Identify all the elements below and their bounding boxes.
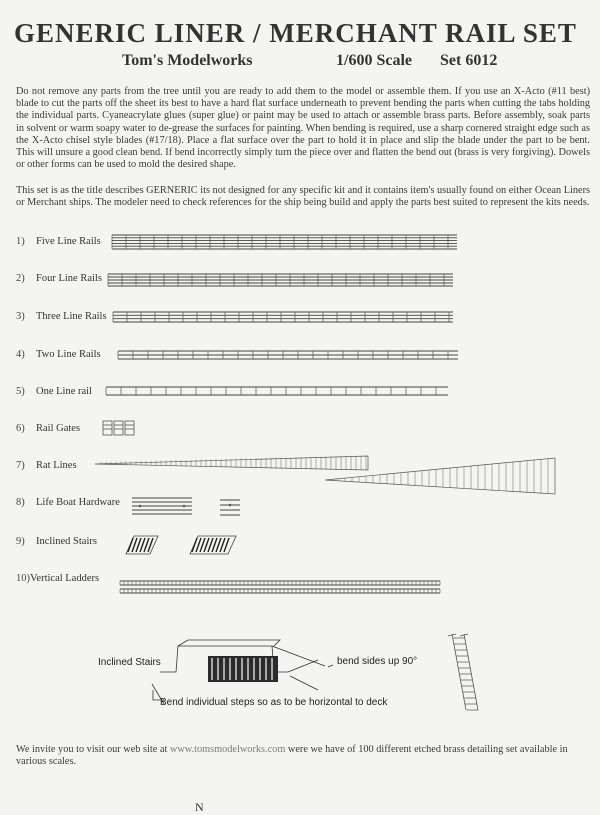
- company-name: Tom's Modelworks: [122, 52, 253, 69]
- item-number: 10): [16, 573, 30, 584]
- item-label-rat-lines: Rat Lines: [36, 460, 77, 471]
- one-line-rail-part: [106, 386, 448, 396]
- item-label-life-boat-hardware: Life Boat Hardware: [36, 497, 120, 508]
- item-number: 1): [16, 236, 25, 247]
- two-line-rails-part: [118, 350, 458, 360]
- diagram-inclined-stairs-label: Inclined Stairs: [98, 657, 161, 668]
- description-paragraph: This set is as the title describes GERNERIC its not designed for any specific kit and it contains item's usually found on either Ocean Liners or Merchant ships. The modeler need to check references for the ship being build and apply the parts best suited to represent the kits needs.: [16, 185, 590, 209]
- stairs-bend-arrow: [150, 690, 170, 704]
- item-number: 6): [16, 423, 25, 434]
- item-label-inclined-stairs: Inclined Stairs: [36, 536, 97, 547]
- scale-label: 1/600 Scale: [336, 52, 412, 69]
- rat-lines-part: [95, 454, 560, 494]
- set-number: Set 6012: [440, 52, 498, 69]
- five-line-rails-part: [112, 234, 457, 250]
- item-label-one-line-rail: One Line rail: [36, 386, 92, 397]
- footer-text-after: were we have of 100 different etched brass detailing set available in various scales.: [16, 744, 568, 768]
- item-label-five-line-rails: Five Line Rails: [36, 236, 101, 247]
- four-line-rails-part: [108, 273, 453, 287]
- stair-side-view: [446, 632, 486, 712]
- footer-text-before: We invite you to visit our web site at: [16, 744, 170, 755]
- item-number: 3): [16, 311, 25, 322]
- diagram-bend-sides-label: bend sides up 90°: [337, 656, 418, 667]
- rail-gates-part: [102, 420, 136, 436]
- life-boat-hardware-part: [130, 494, 260, 518]
- item-label-two-line-rails: Two Line Rails: [36, 349, 101, 360]
- diagram-bend-steps-label: Bend individual steps so as to be horizontal to deck: [160, 697, 388, 708]
- item-label-rail-gates: Rail Gates: [36, 423, 81, 434]
- website-link[interactable]: www.tomsmodelworks.com: [169, 744, 286, 755]
- stairs-bend-diagram: [150, 632, 335, 712]
- item-number: 9): [16, 536, 25, 547]
- item-label-four-line-rails: Four Line Rails: [36, 273, 102, 284]
- item-label-vertical-ladders: Vertical Ladders: [30, 573, 100, 584]
- instructions-paragraph: Do not remove any parts from the tree until you are ready to add them to the model or assemble them. If you use an X-Acto (#11 best) blade to cut the parts off the sheet its best to have a hard flat surface underneath to prevent bending the parts when cutting the tabs holding the individual parts. Cyaneacrylate glues (super glue) or paint may be used to attach or assemble brass parts. Before assembly, soak parts in solvent or warm soapy water to de-grease the surfaces for painting. When bending is required, use a sharp cornered straight edge such as the X-Acto chisel style blades (#17/18). Place a flat surface over the part to hold it in place and slip the blade under the part to be bent. This will unsure a good clean bend. If bend incorrectly simply turn the piece over and flatten the bend out (brass is very forgiving). Dowels or other forms can be used to mold the desired shape.: [16, 86, 590, 171]
- three-line-rails-part: [113, 311, 453, 323]
- footer-invitation: [16, 744, 590, 769]
- stray-mark: N: [195, 800, 204, 814]
- item-number: 7): [16, 460, 25, 471]
- item-number: 4): [16, 349, 25, 360]
- document-title: GENERIC LINER / MERCHANT RAIL SET: [14, 18, 577, 48]
- item-number: 2): [16, 273, 25, 284]
- item-number: 5): [16, 386, 25, 397]
- inclined-stairs-part: [124, 532, 244, 558]
- item-label-three-line-rails: Three Line Rails: [36, 311, 107, 322]
- item-number: 8): [16, 497, 25, 508]
- vertical-ladders-part: [120, 579, 440, 595]
